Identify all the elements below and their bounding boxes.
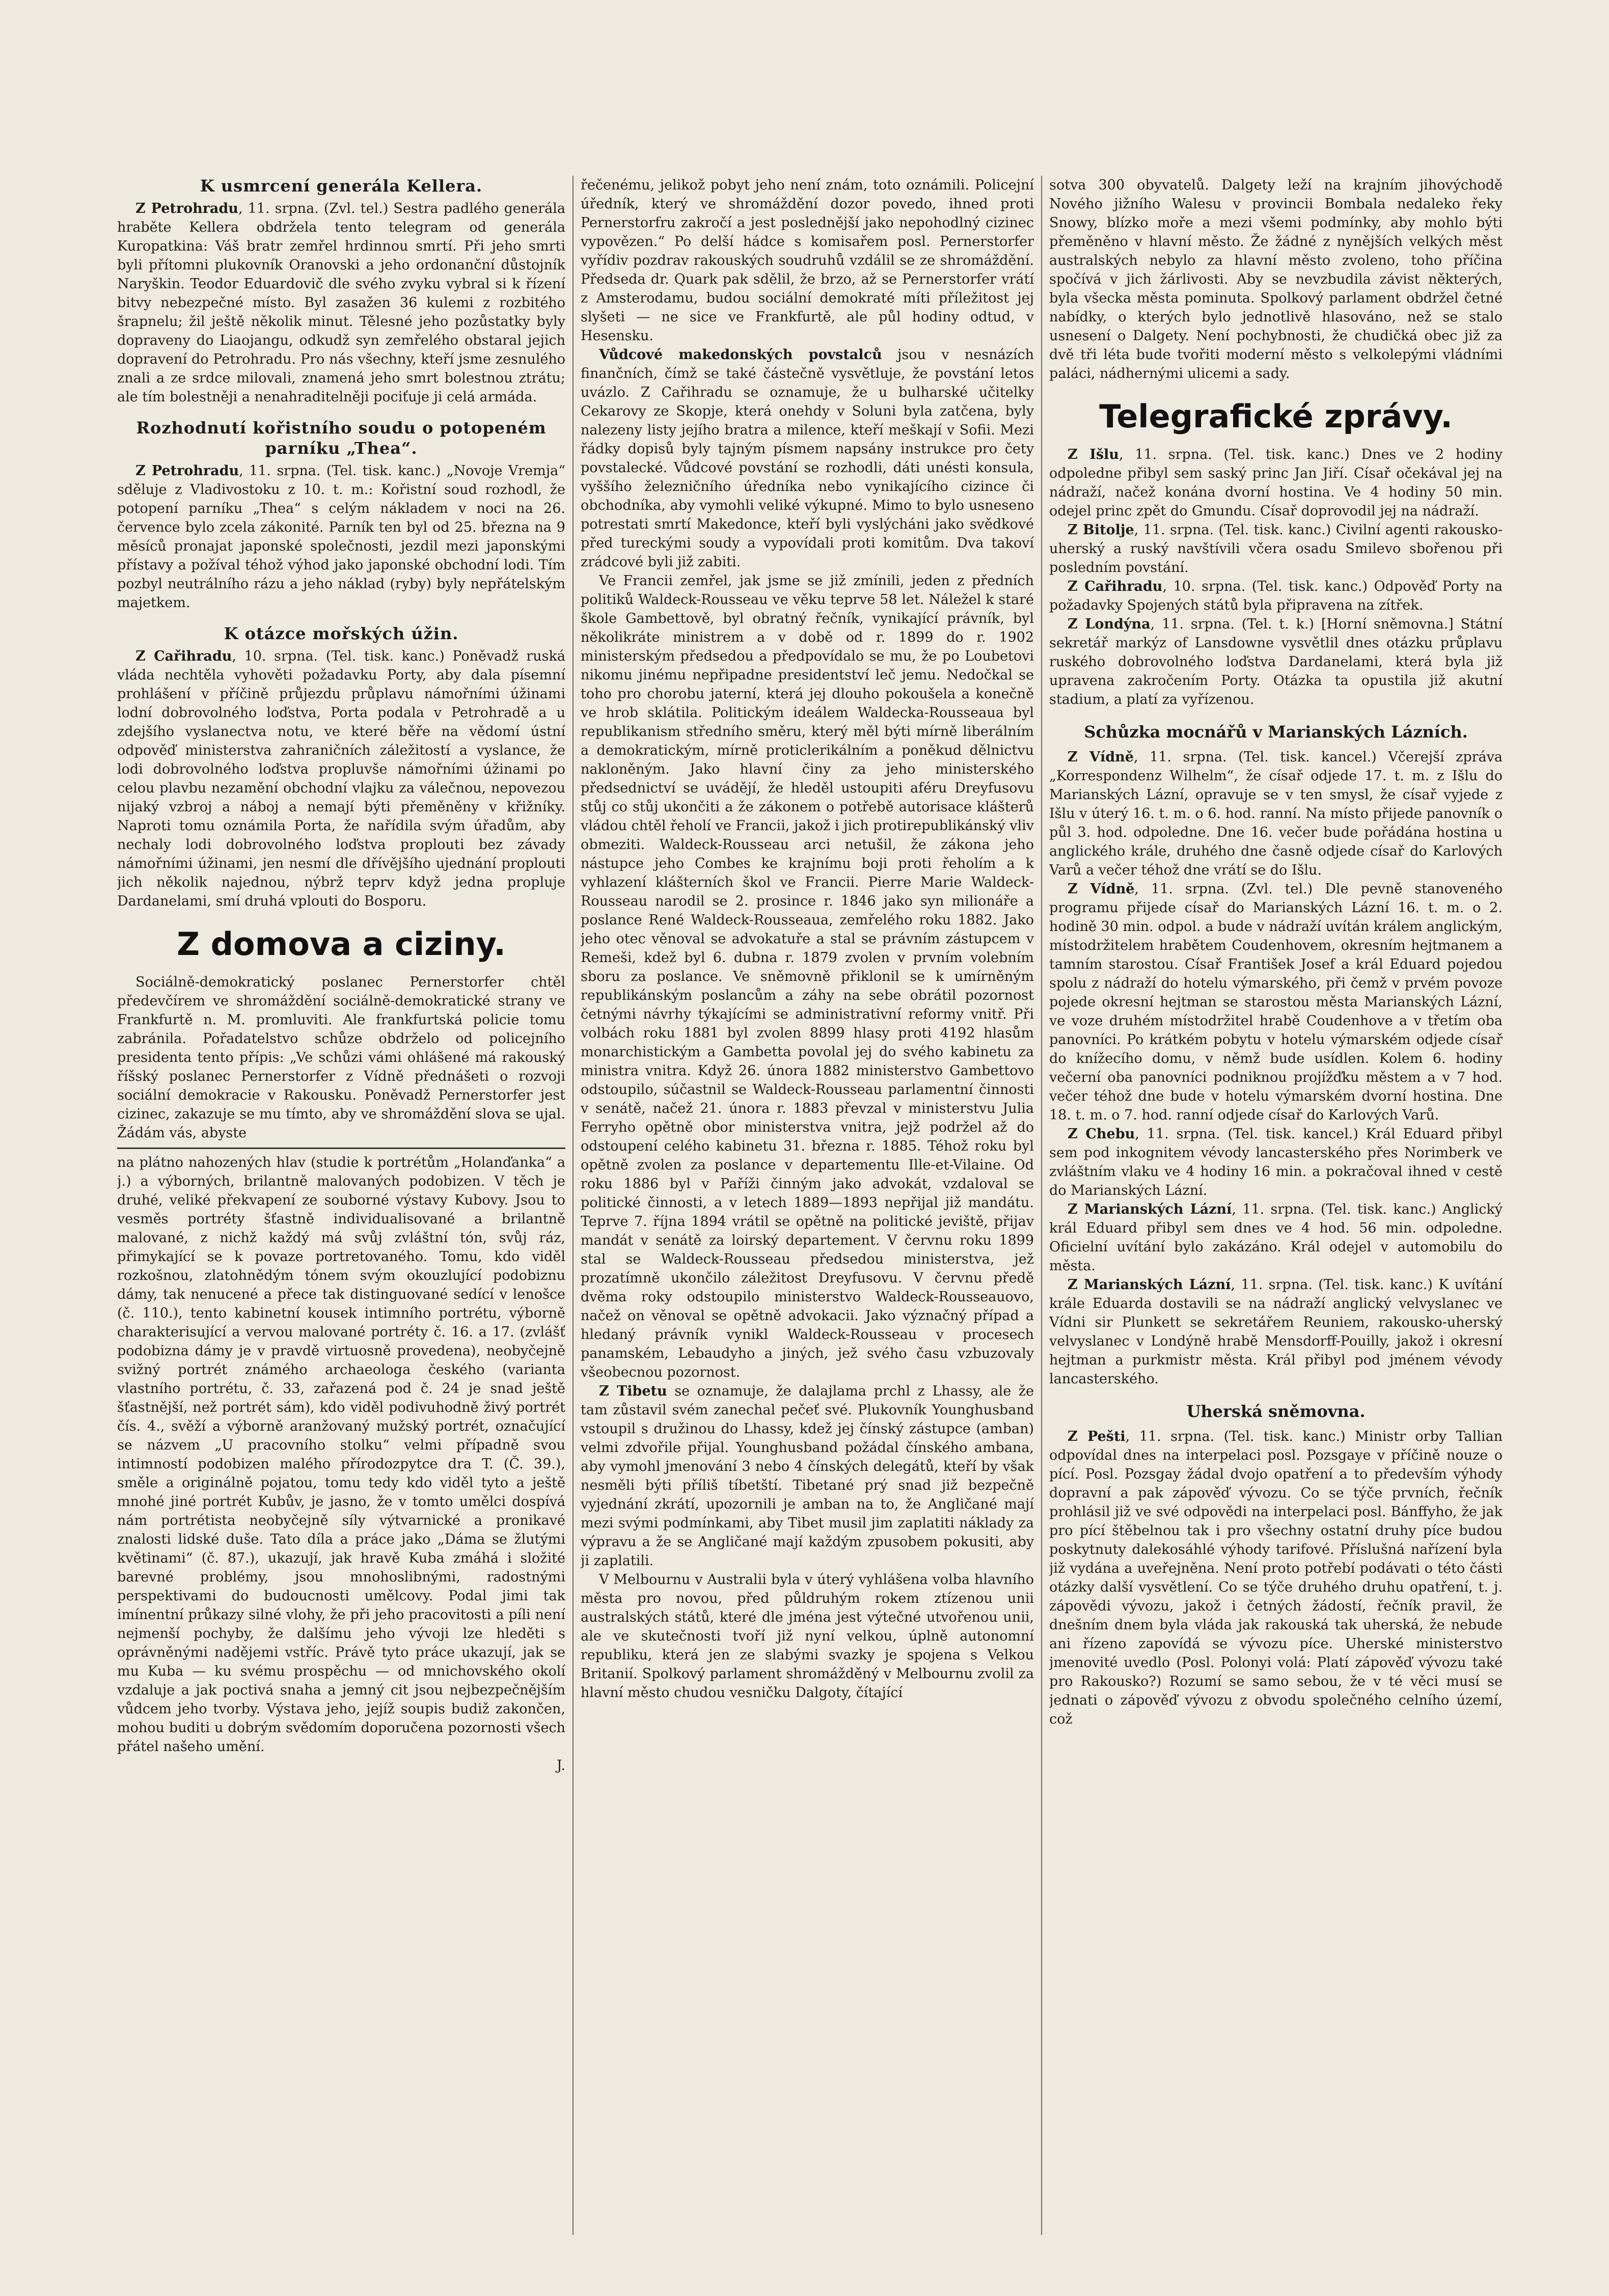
article-text: , 11. srpna. (Tel. tisk. kanc.) K uvítání krále Eduarda dostavili se na nádraží anglický velvyslanec ve Vídni sir Plunkett se sekretářem Reuniem, rakousko-uherský velvyslanec v Londýně hrabě Mensdorff-Pouilly, jakož i okresní hejtman a purkmistr města. Král přibyl pod jménem vévody lancasterského. xyxy=(1049,1277,1503,1387)
dateline-place: Z Pešti xyxy=(1068,1429,1126,1444)
article-text: Ve Francii zemřel, jak jsme se již zmínili, jeden z předních politiků Waldeck-Rousseau ve věku teprve 58 let. Náležel k staré škole Gambettově, byl obratný řečník, vynikající právník, byl několikráte ministrem a v době od r. 1899 do r. 1902 ministerským předsedou a předpovídalo se mu, že po Loubetovi nikomu jinému nepřipadne presidentství leč jemu. Nedočkal se toho pro chorobu jaterní, která jej dlouho pokoušela a konečně ve hrob sklátila. Politickým ideálem Waldecka-Rousseaua byl republikanism středního směru, který měl býti mírně liberálním a demokratickým, mírně proticlerikálním a poněkud dělnictvu nakloněným. Jako hlavní činy za jeho ministerského předsednictví se uvádějí, že hleděl ustoupiti aféru Dreyfusovu stůj co stůj ukončiti a že zákonem o potřebě autorisace klášterů vládou chtěl řeholí ve Francii, jakož i jich protirepublikánský vliv obmeziti. Waldeck-Rousseau arci netušil, že zákona jeho nástupce jeho Combes ke krajnímu boji proti řeholím a k vyhlazení klášterních škol ve Francii. Pierre Marie Waldeck-Rousseau narodil se 2. prosince r. 1846 jako syn milionáře a poslance René Waldeck-Rousseaua, zemřelého roku 1882. Jako jeho otec věnoval se advokatuře a stal se právním zástupcem v Remeši, kdež byl 6. dubna r. 1879 zvolen v prvním volebním sboru za poslance. Ve sněmovně přiklonil se k umírněným republikánským poslancům a záhy na sebe obrátil pozornost četnými návrhy týkajícími se administrativní reformy vnitř. Při volbách roku 1881 byl zvolen 8899 hlasy proti 4192 hlasům monarchistickým a Gambetta povolal jej do svého kabinetu za ministra vnitra. Když 26. února 1882 ministerstvo Gambettovo odstoupilo, súčastnil se Waldeck-Rousseau parlamentní činnosti v senátě, načež 21. února r. 1883 převzal v ministerstvu Julia Ferryho opětně obor ministerstva vnitra, jejž podržel až do odstoupení celého kabinetu 31. března r. 1885. Téhož roku byl opětně zvolen za poslance v departementu Ille-et-Vilaine. Od roku 1886 byl v Paříži činným jako advokát, vzdaloval se politické činnosti, a v letech 1889—1893 nepřijal již mandátu. Teprve 7. října 1894 vrátil se opětně na politické jeviště, přijav mandát v senátě za loirský departement. V červnu roku 1899 stal se Waldeck-Rousseau předsedou ministerstva, jež prozatímně ukončilo záležitost Dreyfusovu. V červnu předě dvěma roky odstoupilo ministerstvo Waldeck-Rousseauovo, načež on věnoval se opětně advokacii. Jako význačný případ a hledaný právník vynikl Waldeck-Rousseau v procesech panamském, Lebaudyho a jiných, jež svého času vzbuzovaly všeobecnou pozornost. xyxy=(581,573,1034,1380)
column-1 xyxy=(117,176,565,2235)
article-text: , 11. srpna. (Tel. tisk. kanc.) Civilní agenti rakousko-uherský a ruský navštívili včera osadu Smilevo sbořenou při posledním povstání. xyxy=(1049,522,1503,576)
telegraph-item xyxy=(1049,1427,1503,1729)
column-3 xyxy=(1049,176,1503,2235)
article-text: jsou v nesnázích finančních, čímž se také částečně vysvětluje, že povstání letos uvázlo. Z Cařihradu se oznamuje, že u bulharské učitelky Cekarovy ze Skopje, která onehdy v Soluni byla zatčena, byly nalezeny listy jejího bratra a milence, kteří meškají v Sofii. Mezi řádky dopisů byly tajným písmem napsány instrukce pro čety povstalecké. Vůdcové povstání se rozhodli, dáti unésti konsula, vyššího železničního úředníka nebo vynikajícího cizince či obchodníka, aby vymohli veliké výkupné. Mimo to bylo usneseno potrestati smrtí Makedonce, kteří byli vyslýcháni jako svědkové před tureckými soudy a vypovídali proti komitům. Dva takoví zrádcové byli již zabiti. xyxy=(581,347,1034,570)
article-text: , 11. srpna. (Tel. tisk. kanc.) Dnes ve 2 hodiny odpoledne přibyl sem saský princ Jan Jiří. Císař očekával jej na nádraží, načež konána dvorní hostina. Ve 4 hodiny 50 min. odejel princ zpět do Gmundu. Císař doprovodil jej na nádraží. xyxy=(1049,447,1503,519)
article-paragraph xyxy=(117,199,565,406)
dateline-place: Z Vídně xyxy=(1068,881,1135,897)
feuilleton-paragraph xyxy=(117,1153,565,1756)
article-paragraph xyxy=(117,461,565,612)
telegraph-item xyxy=(1049,748,1503,880)
dateline-place: Z Vídně xyxy=(1068,749,1134,765)
article-paragraph xyxy=(117,647,565,911)
telegraph-item xyxy=(1049,445,1503,521)
article-text: , 11. srpna. (Tel. tisk. kanc.) Anglický král Eduard přibyl sem dnes ve 4 hod. 56 min. odpoledne. Oficielní uvítání bylo zakázáno. Král odejel v automobilu do města. xyxy=(1049,1201,1503,1274)
article-text: , 11. srpna. (Zvl. tel.) Sestra padlého generála hraběte Kellera obdržela tento telegram od generála Kuropatkina: Váš bratr zemřel hrdinnou smrtí. Při jeho smrti byli přítomni plukovník Oranovski a jeho ordonanční důstojník Naryškin. Teodor Eduardovič dle svého zvyku vybral si k řízení bitvy nebezpečné místo. Byl zasažen 36 kulemi z rozbitého šrapnelu; žil ještě několik minut. Tělesné jeho pozůstatky byly dopraveny do Liaojangu, odkudž syn zemřelého obstaral jejich dopravení do Petrohradu. Pro nás všechny, kteří jsme zesnulého znali a ze srdce milovali, znamená jeho smrt bolestnou ztrátu; ale tím bolestněji a nenahraditelněji pociťuje ji celá armáda. xyxy=(117,201,565,405)
article-text: , 11. srpna. (Zvl. tel.) Dle pevně stanoveného programu přijede císař do Marianských Lázní 16. t. m. o 2. hodině 30 min. odpol. a bude v nádraží uvítán králem anglickým, místodržitelem hrabětem Coudenhovem, okresním hejtmanem a tamním starostou. Císař František Josef a král Eduard pojedou spolu z nádraží do hotelu výmarského, při čemž v prvém povoze pojede okresní hejtman se starostou města Marianských Lázní, ve voze druhém místodržitel hrabě Coudenhove a v třetím oba panovníci. Po krátkém pobytu v hotelu výmarském odjede císař do knížecího domu, v němž bude usídlen. Kolem 6. hodiny večerní oba panovníci podniknou projížďku městem a v 7 hod. večer téhož dne bude v hotelu výmarském dvorní hostina. Dne 18. t. m. o 7. hod. ranní odjede císař do Karlových Varů. xyxy=(1049,881,1503,1123)
headline-thea: Rozhodnutí kořistního soudu o potopeném parníku „Thea“. xyxy=(136,418,547,458)
article-paragraph xyxy=(581,571,1034,1382)
article-text: V Melbournu v Australii byla v úterý vyhlášena volba hlavního města pro novou, před půldruhým rokem ztízenou unii australských států, které dle jména jest výtečné utvořenou unii, ale ve skutečnosti tvoří již nyní velkou, úplně autonomní republiku, která jen ze slabými svazky je spojena s Velkou Britanií. Spolkový parlament shromážděný v Melbournu zvolil za hlavní město chudou vesničku Dalgoty, čítající xyxy=(581,1572,1034,1701)
section-title-home-abroad: Z domova a ciziny. xyxy=(177,925,506,963)
dateline-place: Z Cařihradu xyxy=(1068,579,1163,594)
article-text: , 10. srpna. (Tel. tisk. kanc.) Odpověď Porty na požadavky Spojených států byla připravena na zítřek. xyxy=(1049,579,1503,613)
headline-straits: K otázce mořských úžin. xyxy=(224,624,459,643)
dateline-place: Z Londýna xyxy=(1068,616,1151,632)
article-text: , 11. srpna. (Tel. tisk. kanc.) Ministr orby Tallian odpovídal dnes na interpelaci posl. Pozsgaye v příčině nouze o pící. Posl. Pozsgay žádal dvojo opatření a to především výhody dopravní a pak zápověď vývozu. Co se týče prvních, řečník prohlásil již ve své odpovědi na interpelaci posl. Bánffyho, že jak pro pící štěbelnou tak i pro všechny ostatní druhy píce budou poskytnuty dalekosáhlé výhody tarifové. Příslušná nařízení byla již vydána a uveřejněna. Není proto potřebí podávati o této části otázky další vysvětlení. Co se týče druhého druhu opatření, t. j. zápovědi vývozu, jakož i četných žádostí, řečník pravil, že dnešním dnem byla vláda jak rakouská tak uherská, že nebude ani řízeno zapovídá se vývozu píce. Uherské ministerstvo jmenovité uvedlo (Posl. Polonyi volá: Platí zápověď vývozu také pro Rakousko?) Rozumí se samo sebou, že v té věci musí se jednati o zápověď vývozu z obvodu společného celního území, což xyxy=(1049,1429,1503,1727)
telegraph-item xyxy=(1049,577,1503,615)
article-text: se oznamuje, že dalajlama prchl z Lhassy, ale že tam zůstavil svém zanechal pečeť své. Plukovník Younghusband vstoupil s družinou do Lhassy, kdež jej čínský zástupce (amban) velmi zdvořile přijal. Younghusband požádal čínského ambana, aby vymohl jmenování 3 nebo 4 čínských delegátů, kteří by však nesměli býti příliš tíbetští. Tibetané prý snad již bezpečně vyjednání zkrátí, upozornili je amban na to, že Angličané mají mezi svými podmínkami, aby Tibet musil jim zaplatiti náklady za výpravu a že se Angličané mají každým zpusobem pokusiti, aby ji zaplatili. xyxy=(581,1383,1034,1569)
telegraph-item xyxy=(1049,1125,1503,1200)
dateline-place: Z Petrohradu xyxy=(135,201,238,216)
article-text: , 11. srpna. (Tel. tisk. kancel.) Včerejší zpráva „Korrespondenz Wilhelm“, že císař odjede 17. t. m. z Išlu do Marianských Lázní, opravuje se v ten smysl, že císař vyjede z Išlu v úterý 16. t. m. o 6. hod. ranní. Na místo přijede panovník o půl 3. hod. odpoledne. Dne 16. večer bude pořádána hostina u anglického krále, druhého dne časně odjede císař do Karlových Varů a večer téhož dne vrátí se do Išlu. xyxy=(1049,749,1503,878)
column-divider xyxy=(1041,176,1042,2235)
article-paragraph xyxy=(581,1382,1034,1570)
feuilleton-signature: J. xyxy=(556,1758,565,1773)
dateline-place: Z Marianských Lázní xyxy=(1068,1201,1232,1217)
article-paragraph xyxy=(581,345,1034,571)
dateline-place: Z Chebu xyxy=(1068,1126,1135,1142)
telegraph-item xyxy=(1049,1200,1503,1275)
article-text: Sociálně-demokratický poslanec Pernerstorfer chtěl předevčírem ve shromáždění sociálně-demokratické strany ve Frankfurtě n. M. promluviti. Ale frankfurtská policie tomu zabránila. Pořadatelstvo schůze obdrželo od policejního presidenta tento přípis: „Ve schůzi vámi ohlášené má rakouský říšský poslanec Pernerstorfer z Vídně přednášeti o rozvoji sociální demokracie v Rakousku. Poněvadž Pernerstorfer jest cizinec, zakazuje se mu tímto, aby ve shromáždění slova se ujal. Žádám vás, abyste xyxy=(117,974,565,1141)
article-paragraph xyxy=(1049,176,1503,383)
telegraph-item xyxy=(1049,880,1503,1125)
dateline-place: Z Išlu xyxy=(1068,447,1119,462)
article-paragraph xyxy=(117,973,565,1142)
article-text: , 11. srpna. (Tel. tisk. kancel.) Král Eduard přibyl sem pod inkognitem vévody lancasterského přes Norimberk ve zvláštním vlaku ve 4 hodiny 16 min. a pokračoval ihned v cestě do Marianských Lázní. xyxy=(1049,1126,1503,1198)
lead-phrase: Vůdcové makedonských povstalců xyxy=(599,347,882,363)
article-text: , 10. srpna. (Tel. tisk. kanc.) Poněvadž ruská vláda nechtěla vyhověti požadavku Porty, aby dala písemní prohlášení v příčině průjezdu průplavu námořními úžinami lodní dobrovolného loďstva, Porta podala v Petrohradě a u zdejšího vyslanectva notu, ve které běře na vědomí ústní odpověď ministerstva zahraničních záležitostí a vyslance, že lodi dobrovolného loďstva propluvše námořními úžinami po celou plavbu nezamění obchodní vlajku za válečnou, nepovezou nijaký vzbroj a náboj a nemají býti přeměněny v křižníky. Naproti tomu oznámila Porta, že nařídila svým úřadům, aby nechaly lodi dobrovolného loďstva proplouti bez závady námořními úžinami, jen nesmí dle dřívějšího ujednání proplouti jich několik najednou, nýbrž teprv když jedna propluje Dardanelami, smí druhá vplouti do Bosporu. xyxy=(117,648,565,909)
dateline-place: Z Tibetu xyxy=(599,1383,667,1399)
telegraph-item xyxy=(1049,615,1503,709)
headline-keller: K usmrcení generála Kellera. xyxy=(200,176,483,196)
telegraph-item xyxy=(1049,521,1503,577)
headline-hungarian-parliament: Uherská sněmovna. xyxy=(1186,1402,1366,1421)
article-paragraph xyxy=(581,1570,1034,1702)
telegraph-item xyxy=(1049,1275,1503,1388)
article-paragraph xyxy=(581,176,1034,345)
feuilleton-divider xyxy=(117,1147,565,1149)
dateline-place: Z Cařihradu xyxy=(135,648,232,664)
article-text: , 11. srpna. (Tel. tisk. kanc.) „Novoje Vremja“ sděluje z Vladivostoku z 10. t. m.: Kořistní soud rozhodl, že potopení parníku „Thea“ s celým nákladem v noci na 26. července bylo zcela zákonité. Parník ten byl od 25. března na 9 měsíců pronajat japonské společnosti, jezdil mezi japonskými přístavy a požíval téhož výhod jako japonské obchodní lodi. Tím pozbyl neutrálního rázu a jeho náklad (ryby) byly nepřátelským majetkem. xyxy=(117,463,565,611)
article-text: , 11. srpna. (Tel. t. k.) [Horní sněmovna.] Státní sekretář markýz of Lansdowne vysvětlil dnes otázku průplavu ruského dobrovolného loďstva Dardanelami, která byla již upravena zakročením Porty. Otázka ta opustila již akutní stadium, a platí za vyřízenou. xyxy=(1049,616,1503,707)
dateline-place: Z Marianských Lázní xyxy=(1068,1277,1231,1293)
dateline-place: Z Petrohradu xyxy=(135,463,239,479)
feuilleton-text: na plátno nahozených hlav (studie k portrétům „Holanďanka“ a j.) a výborných, brilantně malovaných podobizen. V těch je druhé, veliké překvapení ze souborné výstavy Kubovy. Jsou to vesměs portréty šťastně individualisované a brilantně malované, z nichž každý má svůj zvláštní tón, svůj ráz, přimykající se k povaze portretovaného. Tomu, kdo viděl rozkošnou, zlatohnědým tónem svým okouzlující podobiznu dámy, tak nenucené a přece tak distinguované sedící v lenošce (č. 110.), tento kabinetní kousek intimního portrétu, výborně charakterisující a vervou malované portréty č. 16. a 17. (zvlášť podobizna dámy je v pravdě virtuosně provedena), neobyčejně svižný portrét známého archaeologa českého (varianta vlastního portrétu, č. 33, zařazená pod č. 24 je snad ještě šťastnější, než portrét sám), kdo viděl podivuhodně živý portrét čís. 4., svěží a výborně aranžovaný mužský portrét, označující se názvem „U pracovního stolku“ velmi případně svou intimností podobizen malého přírodozpytce dra T. (Č. 39.), směle a originálně pojatou, tomu tedy kdo viděl tyto a ještě mnohé jiné portrét Kubův, je jasno, že v tomto umělci dospívá nám portrétista neobyčejně síly výtvarnické a pronikavé znalosti lidské duše. Tato díla a práce jako „Dáma se žlutými květinami“ (č. 87.), ukazují, jak hravě Kuba zmáhá i složité barevné problémy, jsou mnohoslibnými, radostnými perspektivami do budoucnosti umělcovy. Podal jimi tak imínentní průkazy silné vlohy, že při jeho pracovitosti a píli není nejmenší pochyby, že dalšímu jeho vývoji lze hleděti s oprávněnými nadějemi vstříc. Právě tyto práce ukazují, jak se mu Kuba — ku svému prospěchu — od mnichovského okolí vzdaluje a jak poctivá snaha a jemný cit jsou nejbezpečnějším vůdcem jeho tvorby. Výstava jeho, jejíž soupis budiž zakončen, mohou buditi u dobrým svědomím doporučena pozornosti všech přátel našeho umění. xyxy=(117,1155,565,1755)
headline-monarchs-meeting: Schůzka mocnářů v Marianských Lázních. xyxy=(1084,722,1468,742)
article-text: řečenému, jelikož pobyt jeho není znám, toto oznámili. Policejní úředník, který ve shromáždění dozor povedo, ihned proti Pernerstorfru zakročí a jest poslednější jako nepohodlný cizinec vypovězen.“ Po delší hádce s komisařem posl. Pernerstorfer vyřídiv pozdrav rakouských soudruhů vzdálil se ze shromáždění. Předseda dr. Quark pak sdělil, že brzo, až se Pernerstorfer vrátí z Amsterodamu, budou sociální demokraté míti příležitost jej slyšeti — ne sice ve Frankfurtě, ale půl hodiny odtud, v Hesensku. xyxy=(581,177,1034,344)
article-text: sotva 300 obyvatelů. Dalgety leží na krajním jihovýchodě Nového jižního Walesu v provincii Bombala nedaleko řeky Snowy, blízko moře a mezi všemi podmínky, aby mohlo býti přeměněno v hlavní město. Že žádné z nynějších velkých měst australských nebylo za hlavní město zvoleno, toho příčina spočívá v jich žárlivosti. Aby se nevzbudila závist některých, byla všecka města pominuta. Spolkový parlament obdržel četné nabídky, o kterých bylo jednotlivě hlasováno, než se stalo usnesení o Dalgety. Není pochybnosti, že chudičká obec již za dvě tři léta bude tvořiti moderní město s velkolepými vládními paláci, nádhernými ulicemi a sady. xyxy=(1049,177,1503,381)
column-2 xyxy=(581,176,1034,2235)
section-title-telegraph: Telegrafické zprávy. xyxy=(1099,398,1453,435)
column-divider xyxy=(572,176,574,2235)
dateline-place: Z Bitolje xyxy=(1068,522,1134,538)
